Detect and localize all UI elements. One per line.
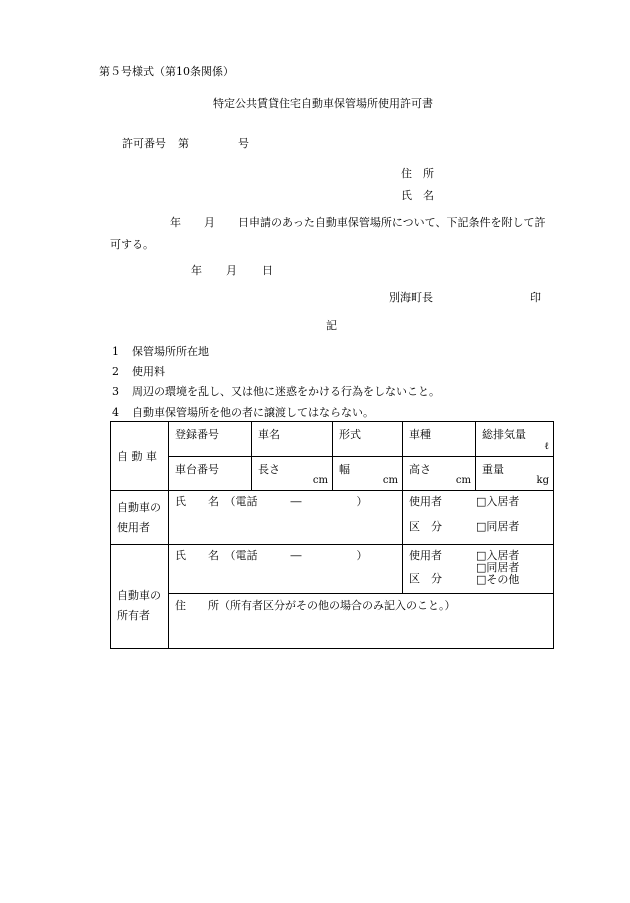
body-year: 年 [170, 216, 181, 229]
user-header-line2: 使用者 [117, 520, 150, 534]
addressee-name-label: 氏 名 [401, 189, 434, 202]
ki-heading: 記 [326, 319, 337, 332]
body-month: 月 [204, 216, 215, 229]
owner-address-cell[interactable] [169, 594, 554, 649]
permit-dai: 第 [178, 137, 189, 150]
owner-class-label1: 使用者 [409, 549, 442, 562]
height-cell[interactable] [403, 457, 476, 491]
user-class-label2: 区 分 [409, 520, 442, 533]
user-option-resident[interactable]: □入居者 [476, 495, 520, 508]
car-type-label: 車種 [409, 428, 431, 441]
addressee-address-label: 住 所 [401, 167, 434, 180]
owner-name-phone-cell[interactable] [169, 545, 403, 594]
displacement-cell[interactable] [476, 422, 554, 457]
user-class-label1: 使用者 [409, 495, 442, 508]
date-month: 月 [226, 264, 237, 277]
model-label: 形式 [339, 428, 361, 441]
vehicle-info-table [110, 421, 554, 649]
condition-num: 1 [112, 345, 119, 358]
car-name-cell[interactable] [252, 422, 333, 457]
vehicle-header: 自 動 車 [117, 449, 157, 463]
seal-mark: 印 [530, 291, 541, 304]
condition-num: 3 [112, 385, 119, 398]
owner-address-label: 住 所（所有者区分がその他の場合のみ記入のこと。） [175, 599, 456, 612]
reg-number-cell[interactable] [169, 422, 252, 457]
chassis-number-cell[interactable] [169, 457, 252, 491]
permit-go: 号 [238, 137, 249, 150]
body-text-line1: 日申請のあった自動車保管場所について、下記条件を附して許 [238, 216, 546, 229]
owner-class-label2: 区 分 [409, 572, 442, 585]
length-unit: cm [312, 475, 328, 486]
car-name-label: 車名 [258, 428, 280, 441]
condition-text: 自動車保管場所を他の者に譲渡してはならない。 [132, 406, 374, 419]
owner-option-cohabitant[interactable]: □同居者 [476, 561, 520, 574]
owner-header-cell [111, 545, 169, 649]
document-title: 特定公共賃貸住宅自動車保管場所使用許可書 [213, 97, 433, 110]
height-unit: cm [455, 475, 471, 486]
date-year: 年 [191, 264, 202, 277]
condition-num: 2 [112, 365, 119, 378]
date-day: 日 [262, 264, 273, 277]
mayor-title: 別海町長 [389, 291, 433, 304]
owner-option-other[interactable]: □その他 [476, 573, 520, 586]
chassis-number-label: 車台番号 [175, 463, 219, 476]
length-label: 長さ [258, 463, 280, 476]
height-label: 高さ [409, 463, 431, 476]
displacement-unit: ℓ [544, 441, 549, 452]
width-unit: cm [382, 475, 398, 486]
car-type-cell[interactable] [403, 422, 476, 457]
reg-number-label: 登録番号 [175, 428, 219, 441]
user-name-phone-cell[interactable] [169, 491, 403, 545]
length-cell[interactable] [252, 457, 333, 491]
owner-header-line2: 所有者 [117, 609, 150, 622]
user-name-phone-label: 氏 名 （電話 ― ） [175, 495, 368, 508]
user-header-line1: 自動車の [117, 500, 161, 514]
user-class-cell[interactable] [403, 491, 554, 545]
vehicle-header-cell [111, 422, 169, 491]
owner-class-cell[interactable] [403, 545, 554, 594]
displacement-label: 総排気量 [482, 428, 526, 441]
weight-label: 重量 [482, 463, 504, 476]
permit-number-label: 許可番号 [122, 137, 166, 150]
condition-text: 使用料 [132, 365, 165, 378]
condition-text: 保管場所所在地 [132, 345, 209, 358]
width-cell[interactable] [333, 457, 403, 491]
condition-text: 周辺の環境を乱し、又は他に迷惑をかける行為をしないこと。 [132, 385, 440, 398]
width-label: 幅 [339, 463, 350, 476]
user-header-cell [111, 491, 169, 545]
owner-header-line1: 自動車の [117, 589, 161, 602]
owner-name-phone-label: 氏 名 （電話 ― ） [175, 549, 368, 562]
user-option-cohabitant[interactable]: □同居者 [476, 520, 520, 533]
weight-cell[interactable] [476, 457, 554, 491]
model-cell[interactable] [333, 422, 403, 457]
body-text-line2: 可する。 [110, 238, 154, 251]
form-number: 第５号様式（第10条関係） [99, 65, 234, 78]
condition-num: 4 [112, 406, 119, 419]
owner-option-resident[interactable]: □入居者 [476, 549, 520, 562]
weight-unit: kg [536, 475, 549, 486]
